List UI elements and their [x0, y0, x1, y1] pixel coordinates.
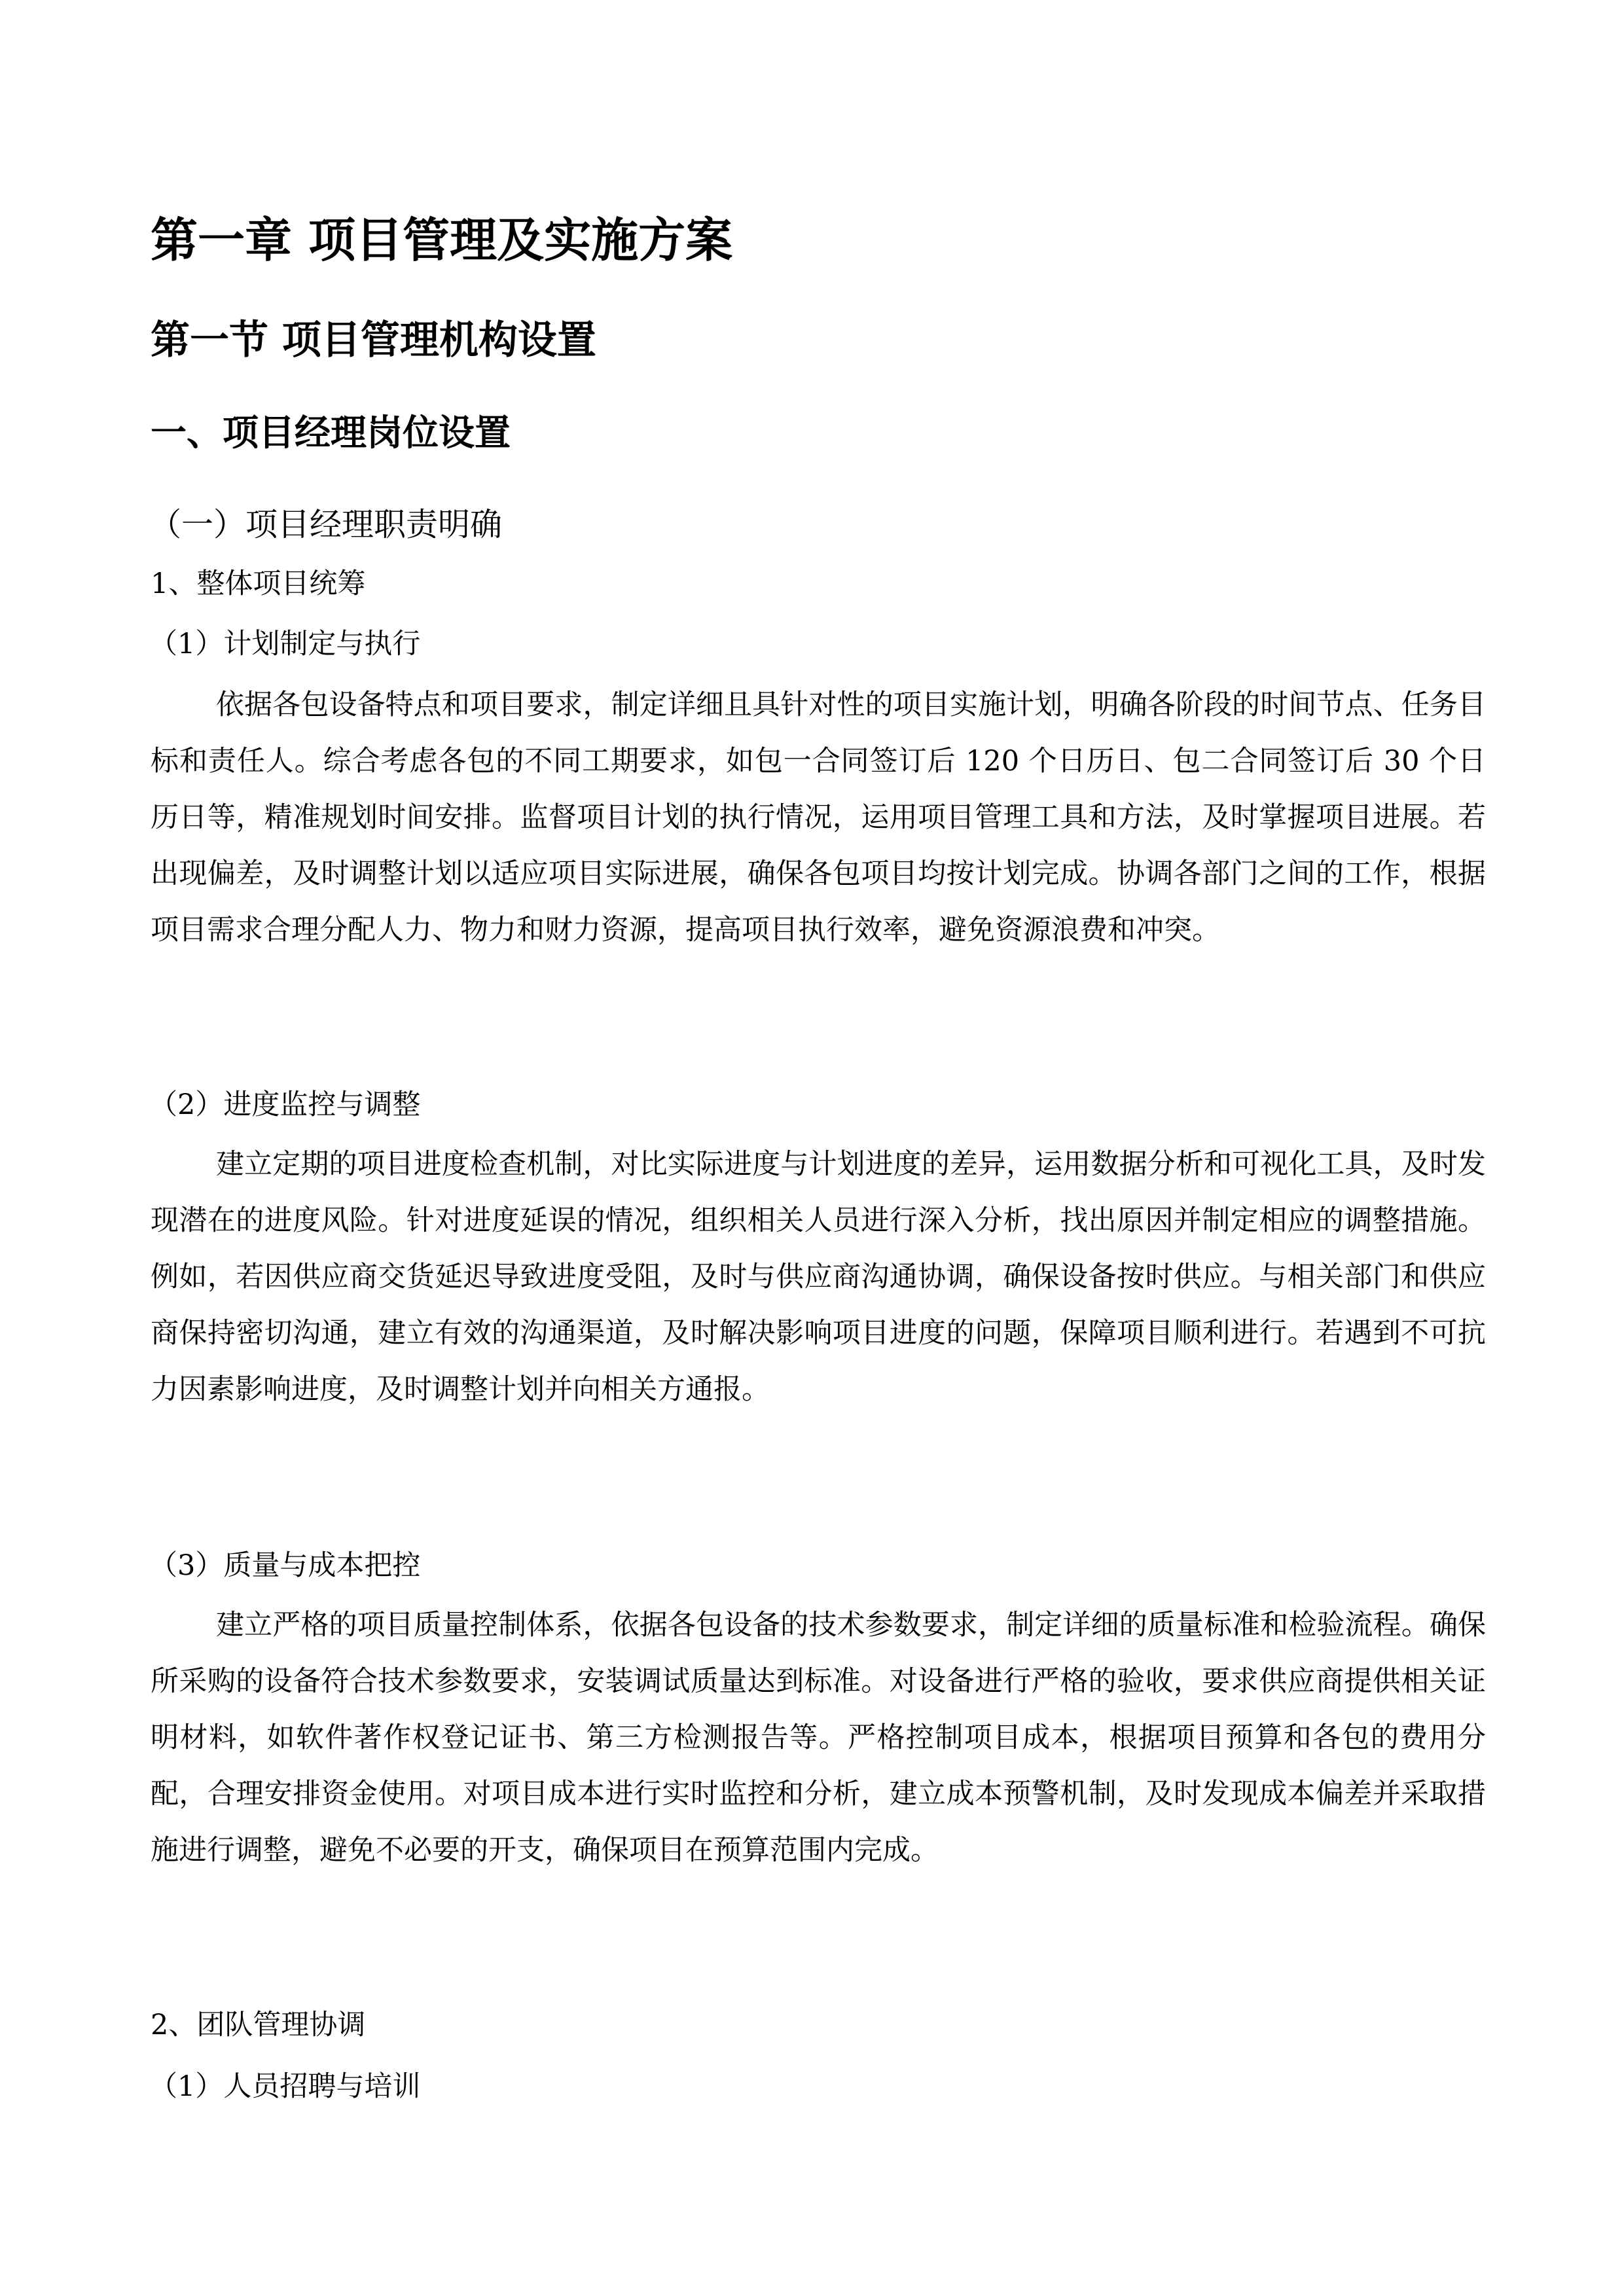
- part2-title: 2、团队管理协调: [151, 2009, 366, 2041]
- item1-paragraph: 依据各包设备特点和项目要求，制定详细且具针对性的项目实施计划，明确各阶段的时间节点、任务目标和责任人。综合考虑各包的不同工期要求，如包一合同签订后 120 个日历日、包二合同签订后 30 个日历日等，精准规划时间安排。监督项目计划的执行情况，运用项目管理工具和方法，及时掌握项目进展。若出现偏差，及时调整计划以适应项目实际进展，确保各包项目均按计划完成。协调各部门之间的工作，根据项目需求合理分配人力、物力和财力资源，提高项目执行效率，避免资源浪费和冲突。: [151, 689, 1486, 946]
- chapter-title: 第一章 项目管理及实施方案: [151, 213, 733, 268]
- item2-paragraph: 建立定期的项目进度检查机制，对比实际进度与计划进度的差异，运用数据分析和可视化工具，及时发现潜在的进度风险。针对进度延误的情况，组织相关人员进行深入分析，找出原因并制定相应的调整措施。例如，若因供应商交货延迟导致进度受阻，及时与供应商沟通协调，确保设备按时供应。与相关部门和供应商保持密切沟通，建立有效的沟通渠道，及时解决影响项目进度的问题，保障项目顺利进行。若遇到不可抗力因素影响进度，及时调整计划并向相关方通报。: [151, 1148, 1486, 1406]
- sub-heading: （一）项目经理职责明确: [149, 506, 503, 543]
- item4-title: （1）人员招聘与培训: [149, 2070, 421, 2103]
- item1-title: （1）计划制定与执行: [149, 628, 421, 660]
- subsection-title: 一、项目经理岗位设置: [151, 412, 511, 454]
- item2-title: （2）进度监控与调整: [149, 1088, 421, 1121]
- part1-title: 1、整体项目统筹: [151, 567, 366, 600]
- item3-title: （3）质量与成本把控: [149, 1549, 421, 1582]
- section-title: 第一节 项目管理机构设置: [151, 317, 596, 363]
- item3-paragraph: 建立严格的项目质量控制体系，依据各包设备的技术参数要求，制定详细的质量标准和检验流程。确保所采购的设备符合技术参数要求，安装调试质量达到标准。对设备进行严格的验收，要求供应商提供相关证明材料，如软件著作权登记证书、第三方检测报告等。严格控制项目成本，根据项目预算和各包的费用分配，合理安排资金使用。对项目成本进行实时监控和分析，建立成本预警机制，及时发现成本偏差并采取措施进行调整，避免不必要的开支，确保项目在预算范围内完成。: [151, 1609, 1486, 1867]
